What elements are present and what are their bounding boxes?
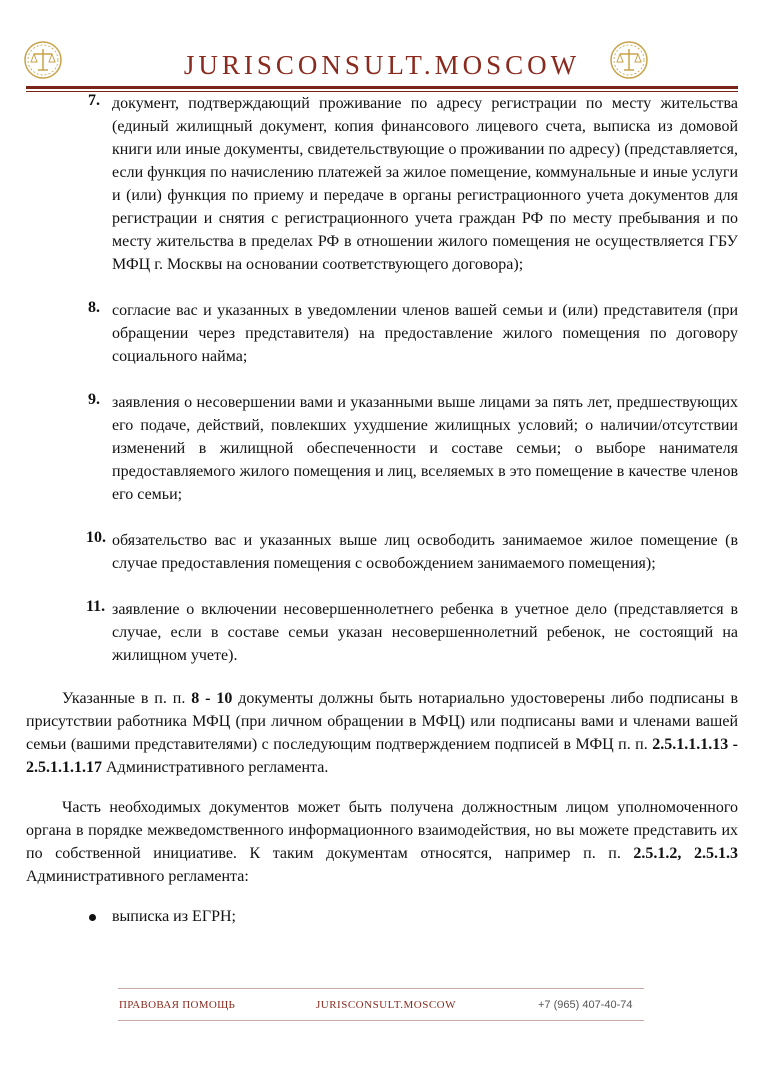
list-item-8 [26,299,738,368]
list-item-7 [26,92,738,276]
list-item-10 [26,529,738,575]
text-run: Административного регламента: [26,868,249,885]
footer-site-link[interactable]: JURISCONSULT.MOSCOW [316,999,456,1011]
header-rule [26,86,738,89]
item-number: 10. [86,529,106,546]
bullet-item [26,905,738,928]
reference: 2.5.1.2, 2.5.1.3 [633,845,738,862]
item-number: 9. [88,391,100,408]
list-item-9 [26,391,738,506]
text-run: документы должны быть нотариально удостоверены либо подписаны в присутствии работника МФЦ (при личном обращении в МФЦ) или подписаны вами и членами вашей семьи (вашими представителями) с последующим подтверждением подписей в МФЦ п. п. [26,690,739,753]
footer-left-label: ПРАВОВАЯ ПОМОЩЬ [119,999,236,1011]
site-title: JURISCONSULT.MOSCOW [183,50,581,80]
bullet-dot [89,914,96,921]
reference: 8 - 10 [191,690,233,707]
footer-phone[interactable]: +7 (965) 407-40-74 [538,999,633,1011]
item-text: обязательство вас и указанных выше лиц освободить занимаемое жилое помещение (в случае предоставления помещения с освобождением занимаемого помещения); [112,532,738,572]
bullet-text: выписка из ЕГРН; [112,908,236,925]
list-item-11 [26,598,738,667]
document-body [26,92,738,928]
footer-rule-bottom [118,1020,644,1021]
item-number: 11. [86,598,106,615]
reference: 2.5.1.1.1.13 - 2.5.1.1.1.17 [26,736,738,776]
footer-rule-top [118,988,644,989]
item-number: 7. [88,92,100,109]
item-text: согласие вас и указанных в уведомлении членов вашей семьи и (или) представителя (при обращении через представителя) на предоставление жилого помещения по договору социального найма; [112,302,738,365]
paragraph-notarization [26,687,738,779]
item-number: 8. [88,299,100,316]
item-text: документ, подтверждающий проживание по адресу регистрации по месту жительства (единый жилищный документ, копия финансового лицевого счета, выписка из домовой книги или иные документы, свидетельствующие о проживании по адресу) (представляется, если функция по начислению платежей за жилое помещение, коммунальные и иные услуги и (или) функция по приему и передаче в органы регистрационного учета документов для регистрации и снятия с регистрационного учета граждан РФ по месту пребывания и по месту жительства в пределах РФ в отношении жилого помещения не осуществляется ГБУ МФЦ г. Москвы на основании соответствующего договора); [112,95,738,273]
text-run: Часть необходимых документов может быть получена должностным лицом уполномоченного органа в порядке межведомственного информационного взаимодействия, но вы можете представить их по собственной инициативе. К таким документам относятся, например п. п. [26,799,738,862]
item-text: заявление о включении несовершеннолетнего ребенка в учетное дело (представляется в случае, если в составе семьи указан несовершеннолетний ребенок, не состоящий на жилищном учете). [112,601,738,664]
text-run: Административного регламента. [102,759,329,776]
item-text: заявления о несовершении вами и указанными выше лицами за пять лет, предшествующих его подаче, действий, повлекших ухудшение жилищных условий; о наличии/отсутствии изменений в жилищной обеспеченности и составе семьи; о выборе нанимателя предоставляемого жилого помещения и лиц, вселяемых в это помещение в качестве членов его семьи; [112,394,738,503]
scales-of-justice-icon [609,40,649,80]
paragraph-interagency [26,796,738,888]
text-run: Указанные в п. п. [62,690,192,707]
